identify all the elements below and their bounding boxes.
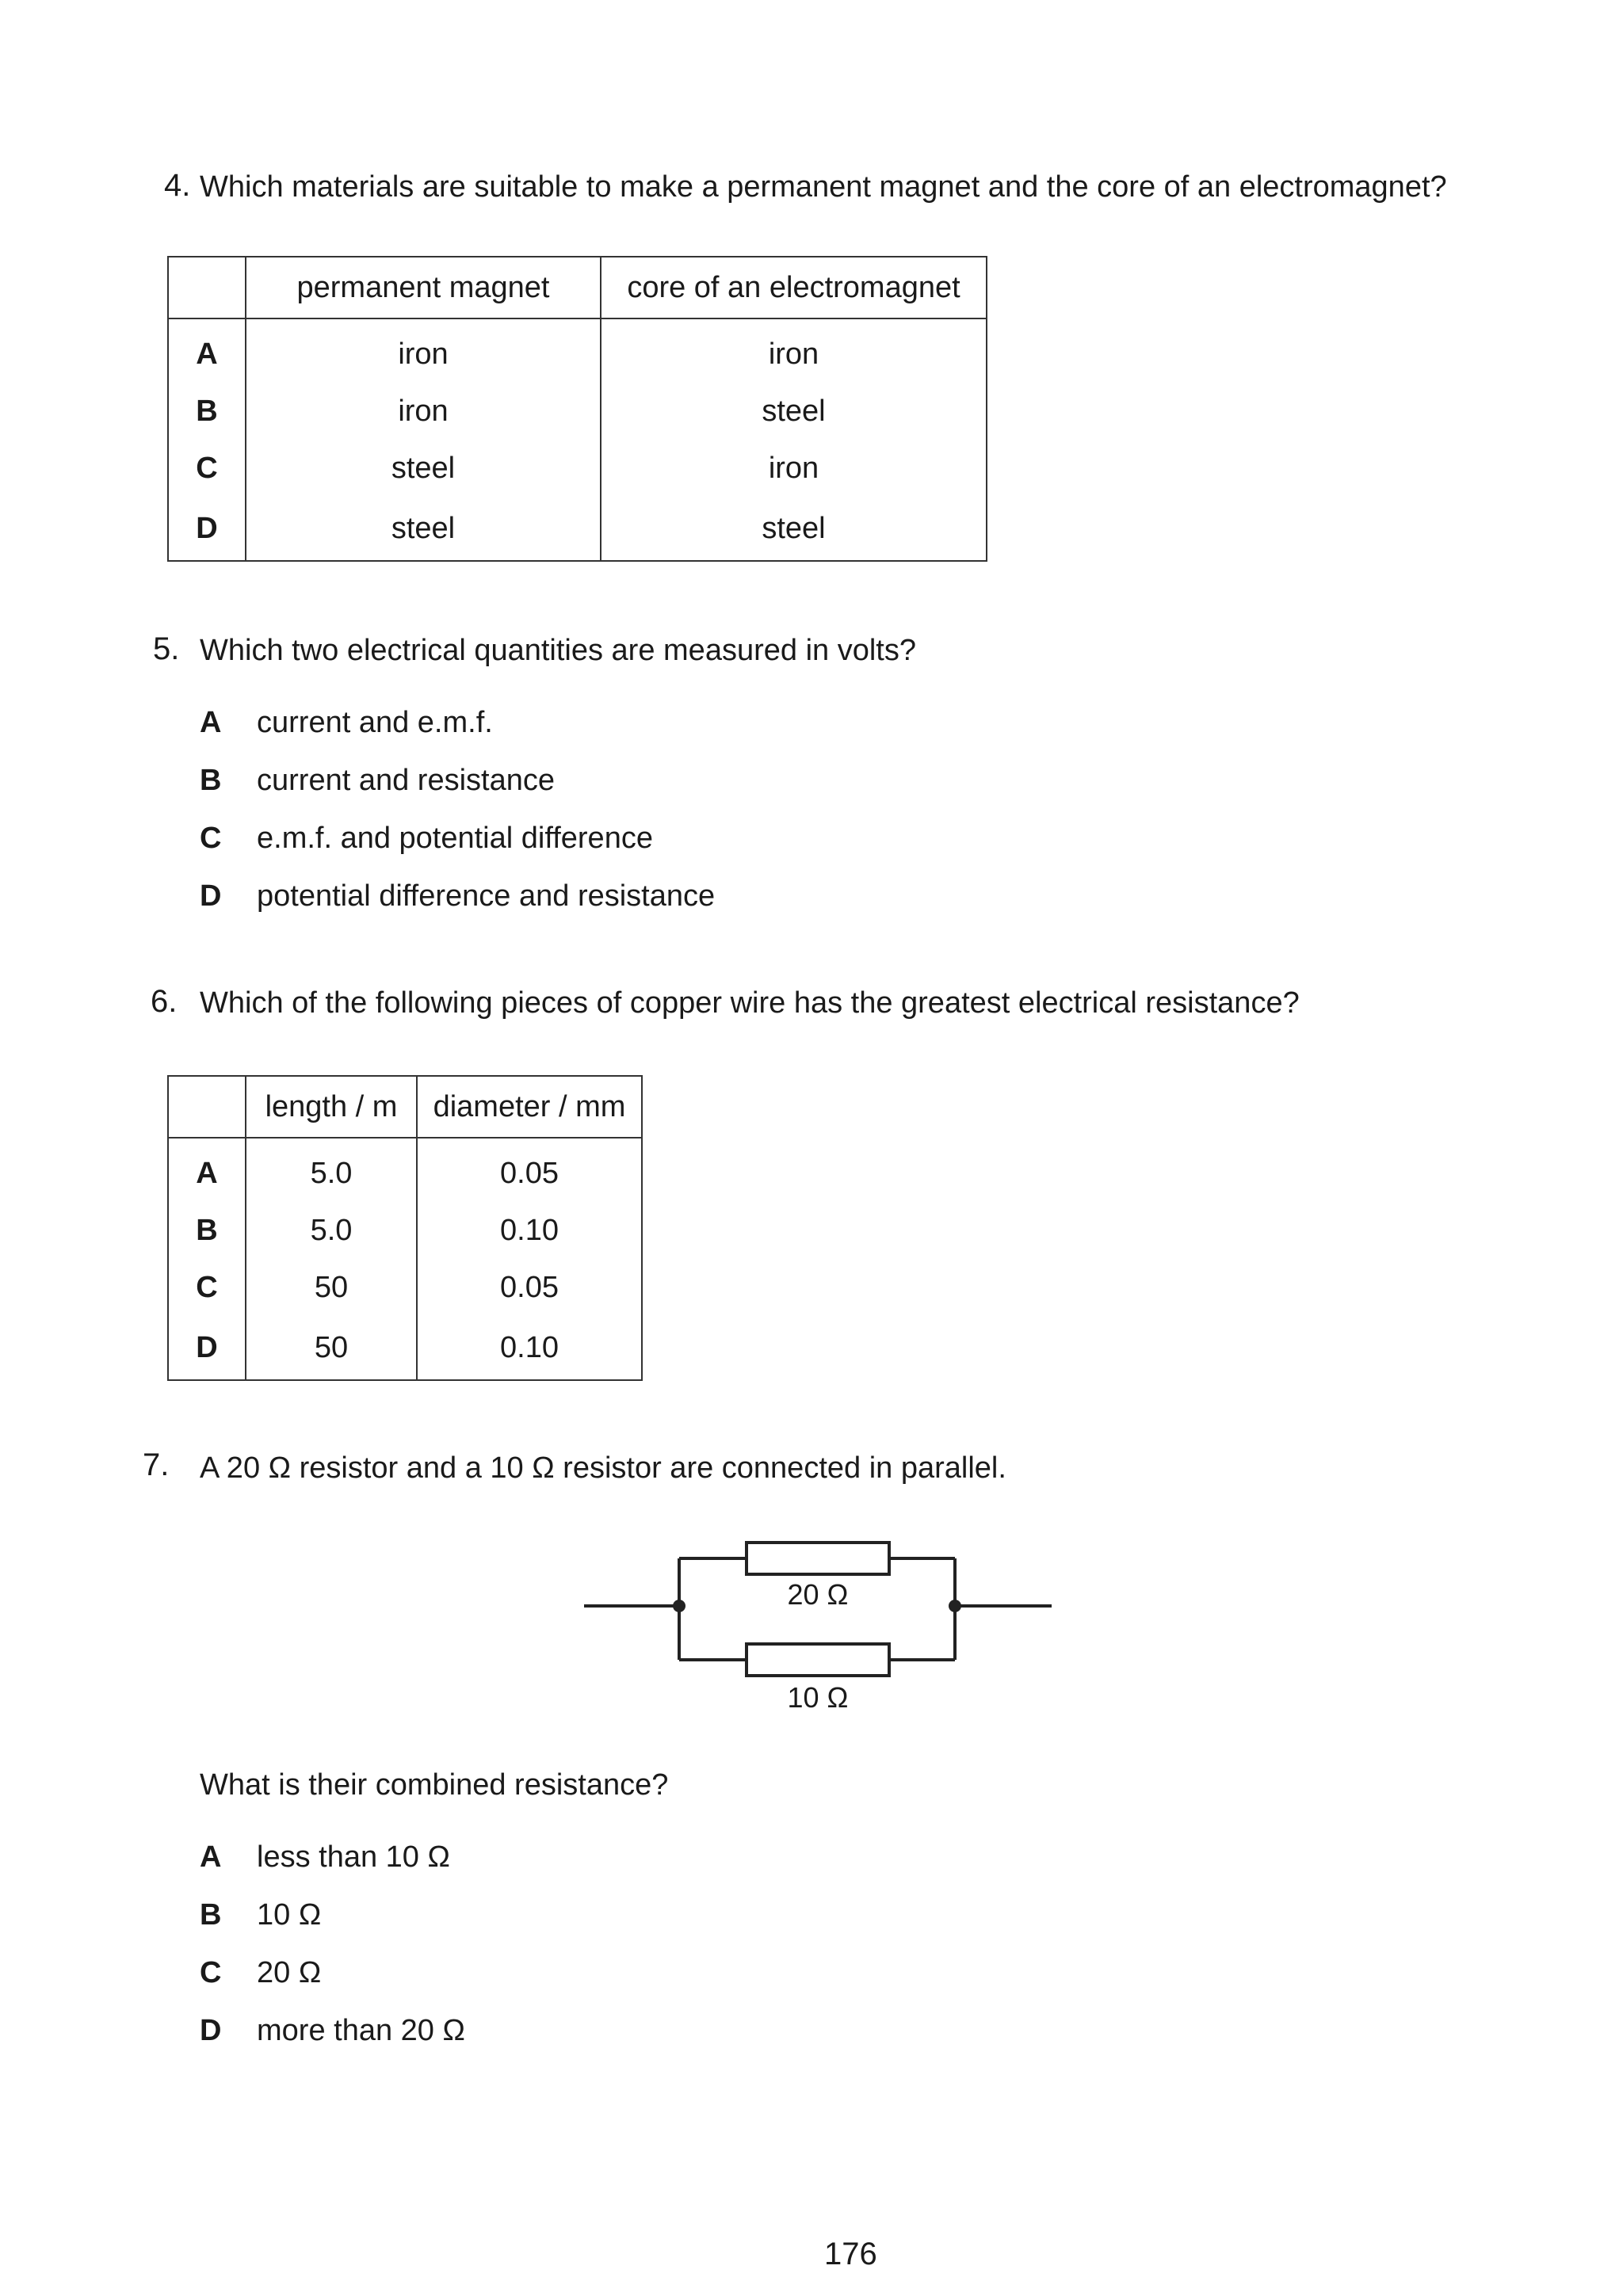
question-4-text: Which materials are suitable to make a permanent magnet and the core of an electromagnet? [200,170,1447,204]
option-text: potential difference and resistance [257,879,716,913]
table-header-cell: length / m [246,1076,417,1138]
table-cell: 5.0 [246,1138,417,1202]
table-cell: iron [601,440,987,497]
option-letter: B [168,383,246,440]
resistor-10-ohm [747,1644,889,1676]
option-letter: C [200,822,222,855]
option-letter: B [168,1202,246,1259]
table-header-cell: permanent magnet [246,257,601,318]
option-letter: A [168,1138,246,1202]
option-letter: A [168,318,246,383]
table-cell: 0.10 [417,1316,642,1380]
option-letter: D [168,497,246,561]
option-letter: D [200,2014,222,2047]
table-cell: steel [246,440,601,497]
option-letter: C [200,1956,222,1989]
question-7-subquestion: What is their combined resistance? [200,1768,669,1802]
right-junction-dot [949,1600,961,1612]
left-junction-dot [673,1600,685,1612]
option-text: more than 20 Ω [257,2014,465,2047]
option-letter: B [200,1898,222,1932]
table-cell: 50 [246,1259,417,1316]
option-letter: C [168,1259,246,1316]
option-text: current and resistance [257,764,555,797]
page-number: 176 [824,2237,877,2271]
option-letter: D [168,1316,246,1380]
table-cell: steel [601,383,987,440]
bottom-resistor-label: 10 Ω [787,1681,849,1714]
table-cell: 50 [246,1316,417,1380]
question-5-number: 5. [153,631,180,666]
question-7-text: A 20 Ω resistor and a 10 Ω resistor are connected in parallel. [200,1451,1006,1485]
table-cell: steel [601,497,987,561]
table-cell: steel [246,497,601,561]
option-letter: B [200,764,222,797]
option-text: 10 Ω [257,1898,322,1932]
option-text: current and e.m.f. [257,706,493,739]
question-5-text: Which two electrical quantities are measured in volts? [200,634,916,667]
option-text: e.m.f. and potential difference [257,822,653,855]
table-cell: 0.05 [417,1138,642,1202]
table-cell: 0.05 [417,1259,642,1316]
table-cell: iron [246,318,601,383]
option-letter: D [200,879,222,913]
question-6-number: 6. [151,984,178,1019]
option-letter: C [168,440,246,497]
option-text: less than 10 Ω [257,1840,450,1874]
question-6-text: Which of the following pieces of copper wire has the greatest electrical resistance? [200,986,1300,1020]
top-resistor-label: 20 Ω [787,1578,849,1611]
option-text: 20 Ω [257,1956,322,1989]
table-cell: iron [246,383,601,440]
option-letter: A [200,1840,222,1874]
option-letter: A [200,706,222,739]
table-header-cell: diameter / mm [417,1076,642,1138]
question-7-number: 7. [143,1447,170,1482]
table-cell: 5.0 [246,1202,417,1259]
table-cell: iron [601,318,987,383]
table-header-cell: core of an electromagnet [601,257,987,318]
resistor-20-ohm [747,1543,889,1574]
table-cell: 0.10 [417,1202,642,1259]
question-4-number: 4. [164,168,191,203]
